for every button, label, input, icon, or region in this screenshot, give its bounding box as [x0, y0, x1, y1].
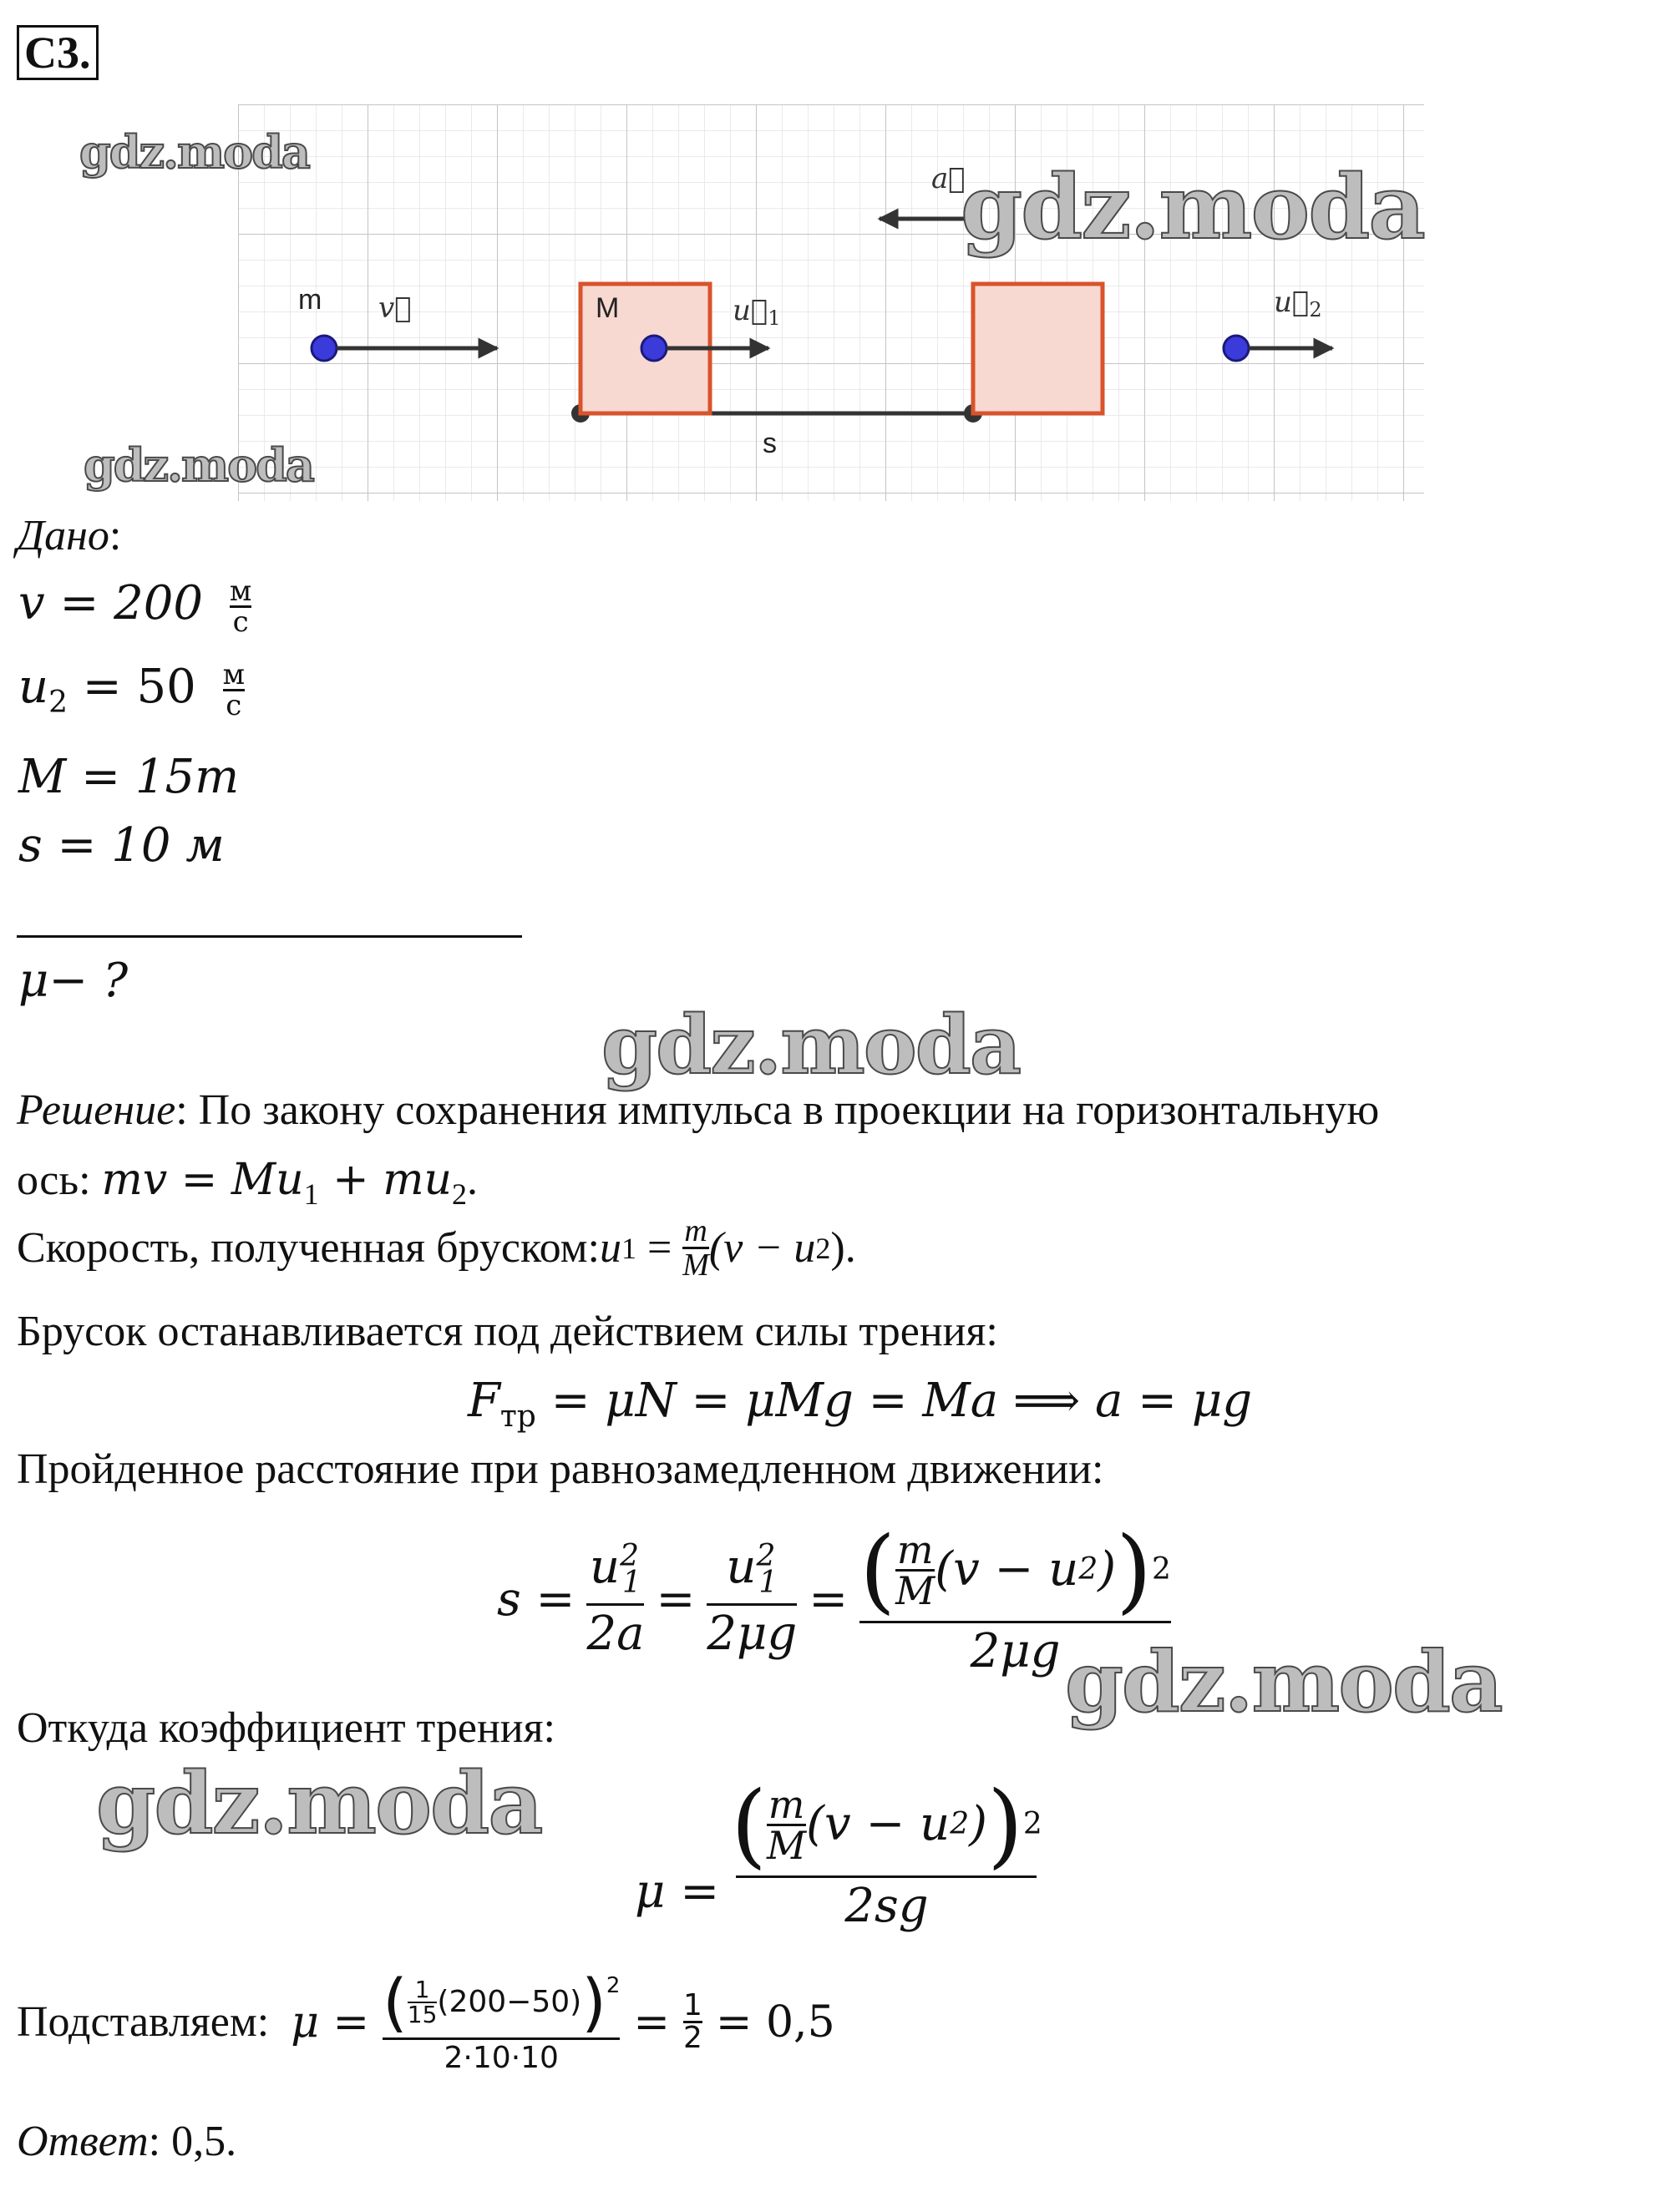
solution-line-4: Брусок останавливается под действием силы трения: — [17, 1308, 998, 1355]
watermark: gdz.moda — [84, 438, 313, 492]
mu-equation: μ = ( m M (v − u 2 ) ) 2 2sg — [635, 1771, 1042, 1933]
watermark: gdz.moda — [79, 125, 309, 179]
distance-s-label: s — [763, 428, 777, 459]
problem-label: С3. — [17, 25, 99, 80]
watermark: gdz.moda — [96, 1754, 542, 1854]
find-mu: μ− ? — [18, 954, 129, 1008]
mass-M-label: M — [596, 292, 620, 324]
u1-label: u⃗1 — [733, 294, 781, 330]
solution-line-2: ось: mv = $Mu_1 + mu_2$. — [17, 1155, 479, 1211]
u2-label: u⃗2 — [1274, 286, 1322, 321]
v-label: v⃗ — [378, 291, 412, 325]
watermark: gdz.moda — [1065, 1632, 1502, 1731]
watermark: gdz.moda — [961, 154, 1424, 259]
given-u2: $u_2 = 50$ м с — [18, 658, 246, 722]
block-final — [973, 284, 1103, 413]
given-divider — [17, 935, 522, 938]
distance-equation: s = $u^2_1$ 2a = $u^2_1$ 2μg = ( m M (v − u 2 ) ) 2 2μg — [497, 1516, 1171, 1678]
given-s: s = 10 м — [18, 818, 225, 873]
watermark: gdz.moda — [601, 998, 1021, 1092]
bullet-ball-initial — [312, 336, 337, 361]
solution-line-6: Откуда коэффициент трения: — [17, 1704, 555, 1752]
given-v: v = 200 м с — [18, 575, 252, 639]
bullet-ball-final — [1224, 336, 1249, 361]
friction-equation: $F_{тр} = \mu N = \mu Mg = Ma$ ⟹ a = μg — [468, 1374, 1253, 1434]
answer-line: Ответ: 0,5. — [17, 2118, 237, 2165]
given-M: M = 15m — [18, 750, 240, 804]
given-heading: Дано: — [17, 512, 122, 559]
a-label: a⃗ — [931, 162, 966, 195]
block-center-ball — [641, 336, 667, 361]
mass-m-label: m — [298, 284, 322, 316]
solution-line-3: Скорость, полученная бруском: u 1 = m M (v − u 2 ). — [17, 1213, 856, 1283]
solution-line-1: Решение: По закону сохранения импульса в проекции на горизонтальную — [17, 1086, 1380, 1134]
substitution-line: Подставляем: μ = ( 1 15 (200−50) ) 2 2·10·10 = 1 2 = 0,5 — [17, 1965, 835, 2075]
solution-line-5: Пройденное расстояние при равнозамедленном движении: — [17, 1445, 1104, 1493]
